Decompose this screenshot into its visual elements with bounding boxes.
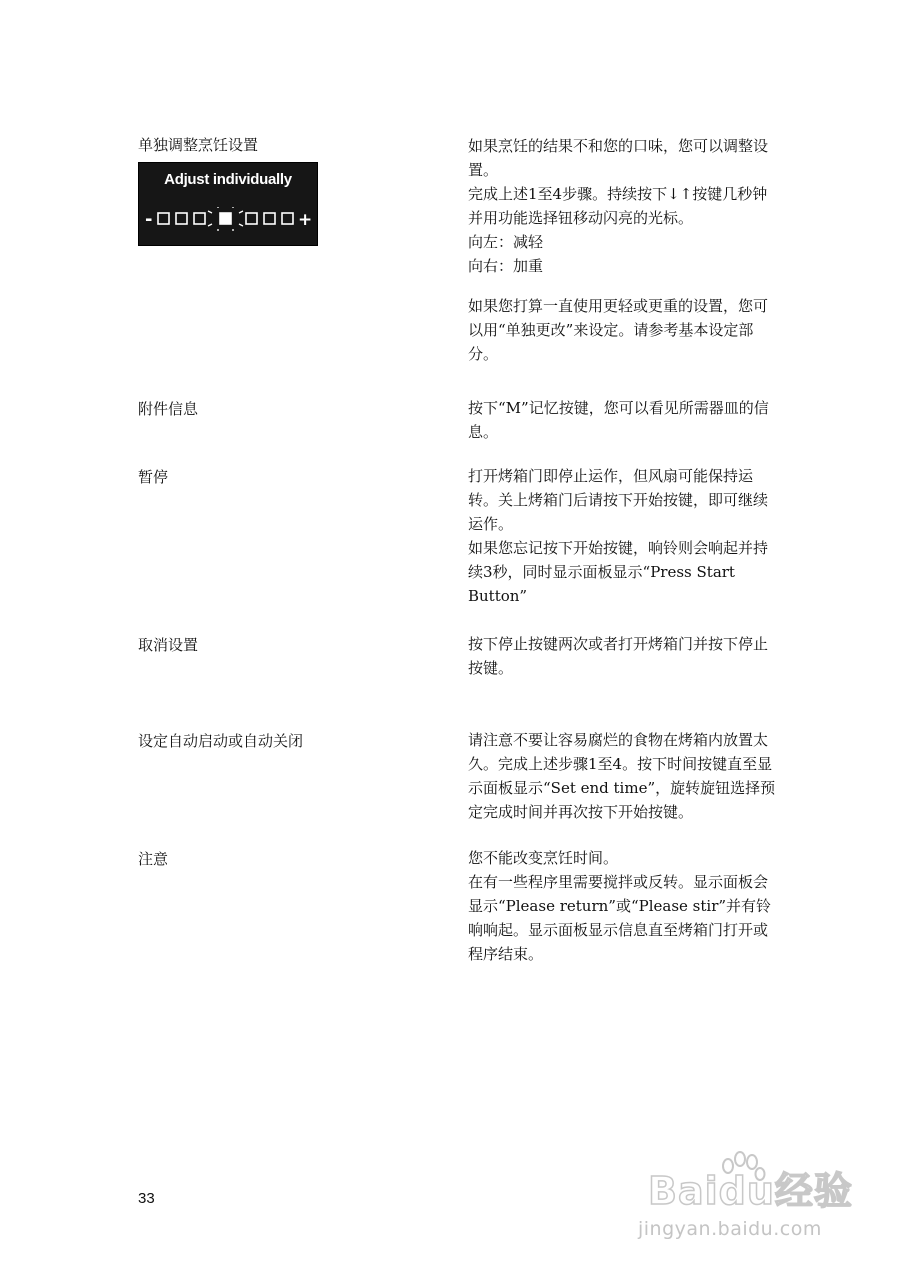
baidu-watermark [628,1150,868,1260]
section-label-adjust: 单独调整烹饪设置 [138,136,259,154]
scale-slot-5 [246,213,257,224]
section-label-note: 注意 [138,850,169,868]
paragraph: 如果烹饪的结果不和您的口味，您可以调整设置。 [468,137,769,179]
section-label-accessory-info: 附件信息 [138,400,199,418]
oven-display-panel [138,162,318,246]
section-body-note [468,846,778,966]
watermark-logo: Baidu经验 [648,1169,853,1213]
paragraph: 请注意不要让容易腐烂的食物在烤箱内放置太久。完成上述步骤1至4。按下时间按键直至显示面板显示“Set end time”，旋转旋钮选择预定完成时间并再次按下开始按键。 [468,731,776,821]
paragraph: 打开烤箱门即停止运作，但风扇可能保持运转。关上烤箱门后请按下开始按键，即可继续运作。 [468,467,769,533]
paragraph: 按下停止按键两次或者打开烤箱门并按下停止按键。 [468,635,769,677]
section-label-auto-start-stop: 设定自动启动或自动关闭 [138,732,304,750]
paragraph: 完成上述1至4步骤。持续按下↓↑按键几秒钟并用功能选择钮移动闪亮的光标。 [468,185,768,227]
paragraph: 您不能改变烹饪时间。 [468,849,619,867]
section-body-accessory-info [468,396,778,444]
section-label-pause: 暂停 [138,468,169,486]
section-body-cancel [468,632,778,680]
scale-slot-1 [158,213,169,224]
scale-slot-6 [264,213,275,224]
section-label-cancel: 取消设置 [138,636,199,654]
watermark-url: jingyan.baidu.com [638,1218,822,1240]
paragraph: 在有一些程序里需要搅拌或反转。显示面板会显示“Please return”或“Please stir”并有铃响响起。显示面板显示信息直至烤箱门打开或程序结束。 [468,873,772,963]
display-title: Adjust individually [164,171,292,188]
scale-slot-4-active [220,213,231,224]
adjust-scale [139,207,319,231]
section-body-pause [468,464,778,608]
scale-slot-3 [194,213,205,224]
paragraph: 如果您忘记按下开始按键，响铃则会响起并持续3秒，同时显示面板显示“Press Start Button” [468,539,769,605]
scale-slot-7 [282,213,293,224]
paragraph: 向右：加重 [468,257,544,275]
section-body-auto-start-stop [468,728,778,824]
paragraph: 向左：减轻 [468,233,544,251]
spacer [468,278,778,294]
section-body-adjust [468,134,778,366]
paragraph: 按下“M”记忆按键，您可以看见所需器皿的信息。 [468,399,769,441]
scale-slot-2 [176,213,187,224]
plus-sign: + [298,210,313,230]
paragraph: 如果您打算一直使用更轻或更重的设置，您可以用“单独更改”来设定。请参考基本设定部分。 [468,297,769,363]
minus-sign: - [145,209,153,230]
page-number: 33 [138,1190,155,1207]
